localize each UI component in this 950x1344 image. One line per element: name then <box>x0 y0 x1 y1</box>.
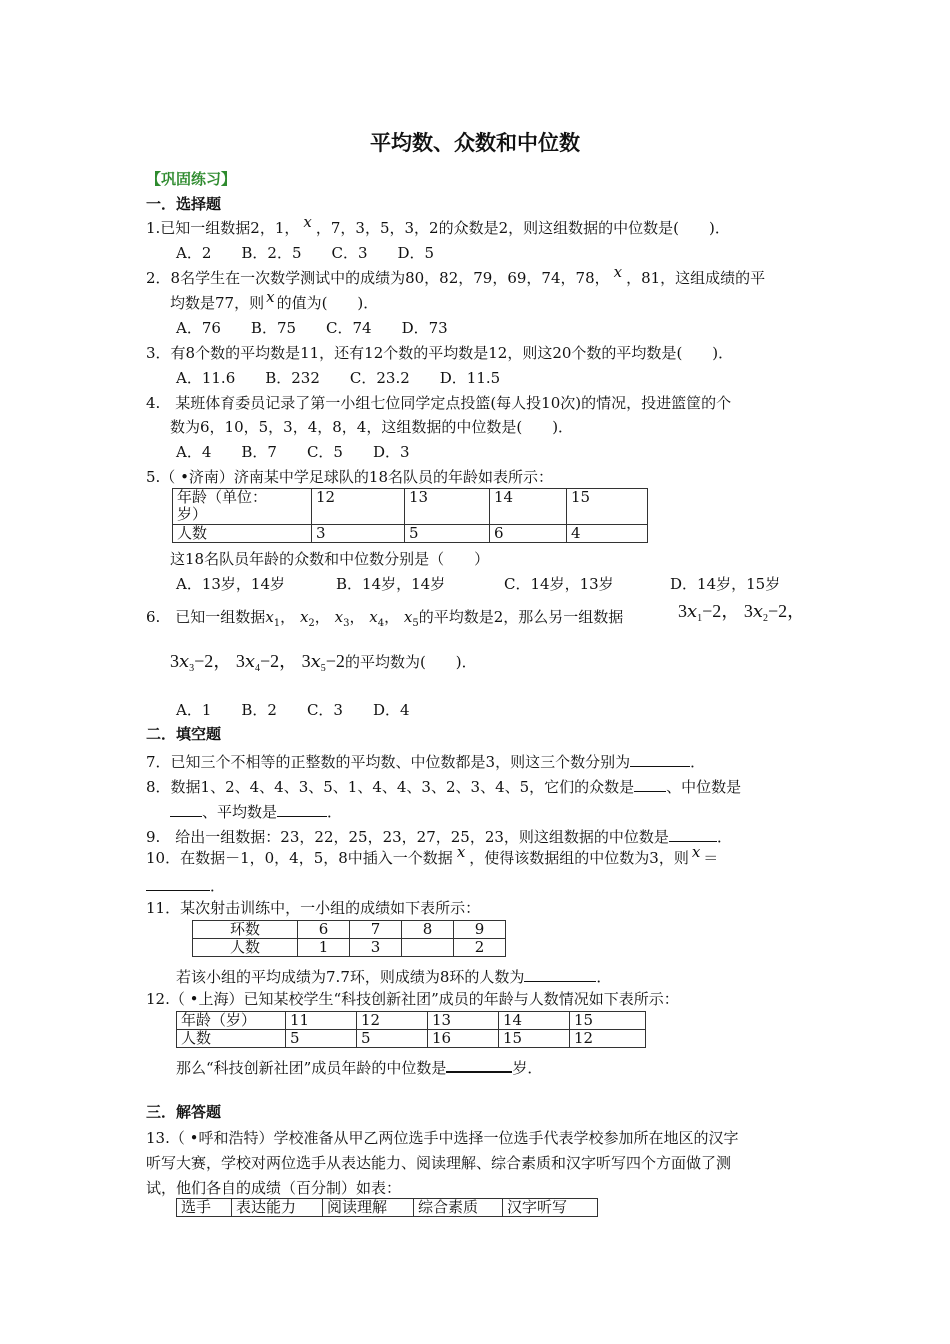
question-9 <box>146 827 732 845</box>
page-title: 平均数、众数和中位数 <box>370 130 580 155</box>
q6-sub: 4 <box>377 618 385 629</box>
question-7 <box>146 752 705 770</box>
section-label: 【巩固练习】 <box>146 170 237 188</box>
question-10-line2 <box>146 876 225 894</box>
question-1 <box>146 213 730 237</box>
q10-text-b: ，使得该数据组的中位数为3，则 <box>469 849 689 867</box>
q11-cell: 2 <box>454 939 506 957</box>
q5-age-cell: 13 <box>405 489 490 525</box>
question-12: 12.（ •上海）已知某校学生“科技创新社团”成员的年龄与人数情况如下表所示： <box>146 990 679 1008</box>
answer-blank[interactable] <box>669 827 717 842</box>
q12-end: 岁． <box>512 1059 543 1077</box>
q12-cell: 5 <box>286 1030 357 1048</box>
q12-cell: 12 <box>357 1012 428 1030</box>
q12-row-label: 年龄（岁） <box>177 1012 286 1030</box>
question-13-line2: 听写大赛，学校对两位选手从表达能力、阅读理解、综合素质和汉字听写四个方面做了测 <box>146 1154 732 1172</box>
q12-cell: 15 <box>499 1030 570 1048</box>
q12-cell: 11 <box>286 1012 357 1030</box>
q6-sep: ， <box>384 608 400 626</box>
answer-blank[interactable] <box>630 752 690 767</box>
q11-cell[interactable] <box>402 939 454 957</box>
q2-var-2: x <box>266 288 275 306</box>
section-heading-fill: 二．填空题 <box>146 725 222 743</box>
q9-end: ． <box>716 828 732 846</box>
answer-blank[interactable] <box>634 777 666 792</box>
q10-text-a: 10．在数据－1，0，4，5，8中插入一个数据 <box>146 849 453 867</box>
answer-blank[interactable] <box>446 1057 512 1073</box>
question-13: 13.（ •呼和浩特）学校准备从甲乙两位选手中选择一位选手代表学校参加所在地区的汉字 <box>146 1129 739 1147</box>
q8-text-a: 8．数据1、2、4、4、3、5、1、4、4、3、2、3、4、5，它们的众数是 <box>146 778 635 796</box>
question-4: 4. 某班体育委员记录了第一小组七位同学定点投篮(每人投10次)的情况，投进篮筐的个 <box>146 394 732 412</box>
q3-options: A．11.6 B．232 C．23.2 D．11.5 <box>176 369 501 387</box>
q12-line2 <box>176 1057 542 1076</box>
q6-x4: x <box>369 608 378 626</box>
question-4-line2: 数为6，10，5，3，4，8，4，这组数据的中位数是( )． <box>170 418 574 436</box>
q12-cell: 14 <box>499 1012 570 1030</box>
q5-count-label: 人数 <box>173 525 312 543</box>
q1-options: A．2 B．2．5 C．3 D．5 <box>176 244 435 262</box>
q11-end: ． <box>596 968 612 986</box>
question-6 <box>146 610 623 629</box>
q12-cell: 15 <box>570 1012 646 1030</box>
q6-lead: 6. 已知一组数据 <box>146 608 266 626</box>
q13-score-table <box>176 1198 598 1217</box>
q2-text-c: 均数是77，则 <box>170 294 265 312</box>
q8-text-b: 、中位数是 <box>666 778 742 796</box>
q12-cell: 5 <box>357 1030 428 1048</box>
q6-x1: x <box>265 608 274 626</box>
q1-var: x <box>303 213 312 231</box>
q13-header-cell: 阅读理解 <box>323 1199 414 1217</box>
q5-question: 这18名队员年龄的众数和中位数分别是（ ） <box>170 550 490 568</box>
answer-blank[interactable] <box>170 802 202 817</box>
q11-row-label: 人数 <box>193 939 298 957</box>
q10-var-2: x <box>691 843 701 861</box>
q9-text: 9. 给出一组数据：23，22，25，23，27，25，23，则这组数据的中位数是 <box>146 828 669 846</box>
q11-score-table <box>192 920 506 957</box>
q12-row-label: 人数 <box>177 1030 286 1048</box>
q10-var: x <box>456 843 466 861</box>
question-10 <box>146 843 719 867</box>
q6-sub: 5 <box>412 618 419 629</box>
q6-mid: 的平均数是2，那么另一组数据 <box>418 608 624 626</box>
q11-cell: 1 <box>298 939 350 957</box>
q10-end: ． <box>210 877 226 895</box>
q5-age-cell: 15 <box>567 489 648 525</box>
q1-text-b: ，7，3，5，3，2的众数是2，则这组数据的中位数是( )． <box>315 219 730 237</box>
section-heading-solve: 三．解答题 <box>146 1103 222 1121</box>
q5-count-cell: 5 <box>405 525 490 543</box>
q6-sep: ， <box>280 608 296 626</box>
question-2 <box>146 263 766 287</box>
q12-cell: 16 <box>428 1030 499 1048</box>
q13-header-cell: 汉字听写 <box>503 1199 598 1217</box>
q2-var: x <box>613 263 623 281</box>
q11-cell: 7 <box>350 921 402 939</box>
q11-cell: 3 <box>350 939 402 957</box>
q12-age-table <box>176 1011 646 1048</box>
q12-cell: 13 <box>428 1012 499 1030</box>
question-8-line2 <box>170 802 342 820</box>
q13-header-cell: 表达能力 <box>232 1199 323 1217</box>
question-5: 5.（ •济南）济南某中学足球队的18名队员的年龄如表所示： <box>146 468 554 486</box>
q5-option-c: C．14岁，13岁 <box>504 575 614 593</box>
q5-header-line1: 年龄（单位： <box>177 488 268 506</box>
q5-count-cell: 6 <box>490 525 567 543</box>
q6-expr-row1: $3x_1-2$， $3x_2-2$， <box>678 601 806 624</box>
q12-text: 那么“科技创新社团”成员年龄的中位数是 <box>176 1059 447 1077</box>
question-2-line2 <box>170 288 379 312</box>
answer-blank[interactable] <box>277 802 327 817</box>
q2-text-d: 的值为( )． <box>276 294 379 312</box>
q6-sep: ， <box>349 608 365 626</box>
q12-cell: 12 <box>570 1030 646 1048</box>
question-3: 3．有8个数的平均数是11，还有12个数的平均数是12，则这20个数的平均数是( )． <box>146 344 734 362</box>
question-13-line3: 试，他们各自的成绩（百分制）如表： <box>146 1179 402 1197</box>
q11-cell: 9 <box>454 921 506 939</box>
q6-expr-row2: $3x_3-2$， $3x_4-2$， $3x_5-2$的平均数为( )． <box>170 651 477 674</box>
answer-blank[interactable] <box>524 967 596 982</box>
q5-header-line2: 岁） <box>177 505 208 523</box>
q6-x5: x <box>403 608 413 626</box>
section-heading-choice: 一．选择题 <box>146 195 222 213</box>
q5-count-cell: 3 <box>312 525 405 543</box>
q6-sub: 3 <box>343 618 350 629</box>
q11-text: 若该小组的平均成绩为7.7环，则成绩为8环的人数为 <box>176 968 525 986</box>
q2-options: A．76 B．75 C．74 D．73 <box>176 319 448 337</box>
q13-header-cell: 综合素质 <box>414 1199 503 1217</box>
q6-sub: 2 <box>308 618 315 629</box>
q5-option-b: B．14岁，14岁 <box>336 575 446 593</box>
q4-options: A．4 B．7 C．5 D．3 <box>176 443 410 461</box>
q6-options: A．1 B．2 C．3 D．4 <box>176 701 410 719</box>
q5-age-cell: 12 <box>312 489 405 525</box>
q5-age-table <box>172 488 648 543</box>
q11-line2 <box>176 967 611 985</box>
q5-option-a: A．13岁，14岁 <box>176 575 286 593</box>
q6-x2: x <box>299 608 309 626</box>
question-11: 11．某次射击训练中，一小组的成绩如下表所示： <box>146 899 481 917</box>
q10-text-c: ＝ <box>703 849 719 867</box>
q11-row-label: 环数 <box>193 921 298 939</box>
q1-text-a: 1.已知一组数据2，1， <box>146 219 300 237</box>
q7-text: 7．已知三个不相等的正整数的平均数、中位数都是3，则这三个数分别为 <box>146 753 631 771</box>
q11-cell: 6 <box>298 921 350 939</box>
q5-option-d: D．14岁，15岁 <box>670 575 781 593</box>
q5-count-cell: 4 <box>567 525 648 543</box>
q7-end: ． <box>690 753 706 771</box>
q5-age-cell: 14 <box>490 489 567 525</box>
q8-end: ． <box>327 803 343 821</box>
question-8 <box>146 777 741 795</box>
q2-text-a: 2．8名学生在一次数学测试中的成绩为80，82，79，69，74，78， <box>146 269 610 287</box>
q6-sep: ， <box>314 608 330 626</box>
q2-text-b: ，81，这组成绩的平 <box>626 269 766 287</box>
answer-blank[interactable] <box>146 876 210 891</box>
q11-cell: 8 <box>402 921 454 939</box>
q8-text-c: 、平均数是 <box>202 803 278 821</box>
q6-x3: x <box>334 608 344 626</box>
q6-sub: 1 <box>273 618 281 629</box>
q13-header-cell: 选手 <box>177 1199 232 1217</box>
q6-end: 的平均数为( )． <box>344 653 477 671</box>
